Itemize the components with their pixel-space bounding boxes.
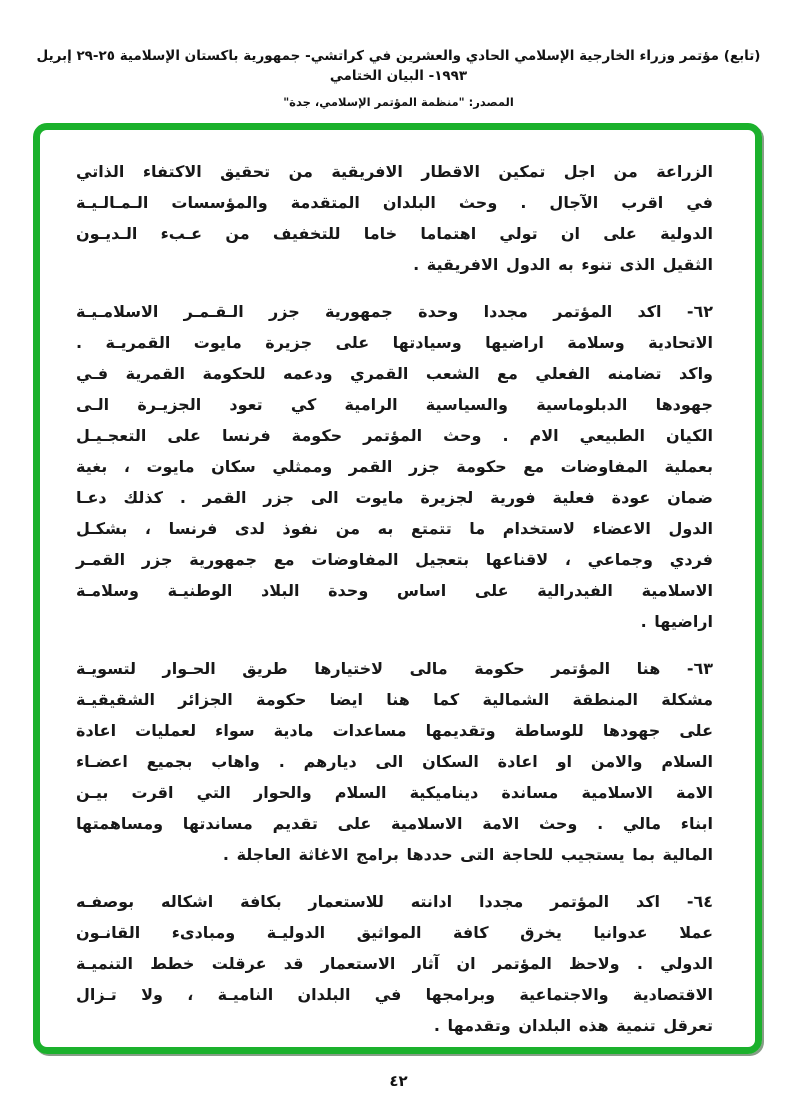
text-line: على جهودها للوساطة وتقديمها مساعدات مادية سواء لعمليات اعادة bbox=[76, 721, 713, 740]
header-title: (تابع) مؤتمر وزراء الخارجية الإسلامي الحادي والعشرين في كراتشي- جمهورية باكستان الإسلامية ٢٥-٢٩ إبريل ١٩٩٣- البيان الختامي bbox=[36, 48, 761, 84]
text-line: في اقرب الآجال . وحث البلدان المتقدمة والمؤسسات الـمـالـيـة bbox=[76, 193, 713, 212]
paragraph bbox=[76, 886, 713, 1041]
text-line: بعملية المفاوضات مع حكومة جزر القمر وممثلي سكان مايوت ، بغية bbox=[76, 457, 713, 476]
paragraph bbox=[76, 653, 713, 870]
text-line: الاقتصادية والاجتماعية وبرامجها في البلدان الناميـة ، ولا تـزال bbox=[76, 985, 713, 1004]
text-line: الاسلامية الفيدرالية على اساس وحدة البلاد الوطنيـة وسلامـة bbox=[76, 581, 713, 600]
text-line: الثقيل الذى تنوء به الدول الافريقية . bbox=[413, 255, 713, 274]
paragraph bbox=[76, 296, 713, 637]
header-source: المصدر: "منظمة المؤتمر الإسلامي، جدة" bbox=[283, 95, 514, 109]
text-line: السلام والامن او اعادة السكان الى ديارهم . واهاب بجميع اعضـاء bbox=[76, 752, 713, 771]
text-line: الزراعة من اجل تمكين الاقطار الافريقية من تحقيق الاكتفاء الذاتي bbox=[76, 162, 713, 181]
text-line: الدول الاعضاء لاستخدام ما تتمتع به من نفوذ لدى فرنسا ، بشكـل bbox=[76, 519, 713, 538]
text-line: المالية بما يستجيب للحاجة التى حددها برامج الاغاثة العاجلة . bbox=[222, 845, 713, 864]
text-line: الاتحادية وسلامة اراضيها وسيادتها على جزيرة مايوت القمريـة . bbox=[76, 333, 713, 352]
text-line: جهودها الدبلوماسية والسياسية الرامية كي تعود الجزيـرة الـى bbox=[76, 395, 713, 414]
text-line: تعرقل تنمية هذه البلدان وتقدمها . bbox=[433, 1016, 713, 1035]
text-line: الكيان الطبيعي الام . وحث المؤتمر حكومة فرنسا على التعجـيـل bbox=[76, 426, 713, 445]
text-line: فردي وجماعي ، لاقناعها بتعجيل المفاوضات مع جمهورية جزر القمـر bbox=[76, 550, 713, 569]
page-number: ٤٢ bbox=[389, 1072, 408, 1090]
text-line: ضمان عودة فعلية فورية لجزيرة مايوت الى جزر القمر . كذلك دعـا bbox=[76, 488, 713, 507]
paragraph bbox=[76, 156, 713, 280]
text-line: ٦٣- هنا المؤتمر حكومة مالى لاختيارها طريق الحـوار لتسويـة bbox=[76, 659, 713, 678]
document-body bbox=[40, 130, 755, 1041]
text-line: مشكلة المنطقة الشمالية كما هنا ايضا حكومة الجزائر الشقيقيـة bbox=[76, 690, 713, 709]
text-line: اراضيها . bbox=[640, 612, 713, 631]
highlight-border-box bbox=[33, 123, 762, 1054]
text-line: ٦٢- اكد المؤتمر مجددا وحدة جمهورية جزر الـقـمـر الاسلامـيـة bbox=[76, 302, 713, 321]
text-line: عملا عدوانيا يخرق كافة المواثيق الدوليـة ومبادىء القانـون bbox=[76, 923, 713, 942]
text-line: ابناء مالي . وحث الامة الاسلامية على تقديم مساندتها ومساهمتها bbox=[76, 814, 713, 833]
text-line: الدولية على ان تولي اهتماما خاما للتخفيف من عـبء الـديـون bbox=[76, 224, 713, 243]
page-header bbox=[0, 0, 797, 109]
text-line: ٦٤- اكد المؤتمر مجددا ادانته للاستعمار بكافة اشكاله بوصفـه bbox=[76, 892, 713, 911]
text-line: الامة الاسلامية مساندة ديناميكية السلام والحوار التي اقرت بيـن bbox=[76, 783, 713, 802]
text-line: واكد تضامنه الفعلي مع الشعب القمري ودعمه للحكومة القمرية فـي bbox=[76, 364, 713, 383]
text-line: الدولي . ولاحظ المؤتمر ان آثار الاستعمار قد عرقلت خطط التنميـة bbox=[76, 954, 713, 973]
